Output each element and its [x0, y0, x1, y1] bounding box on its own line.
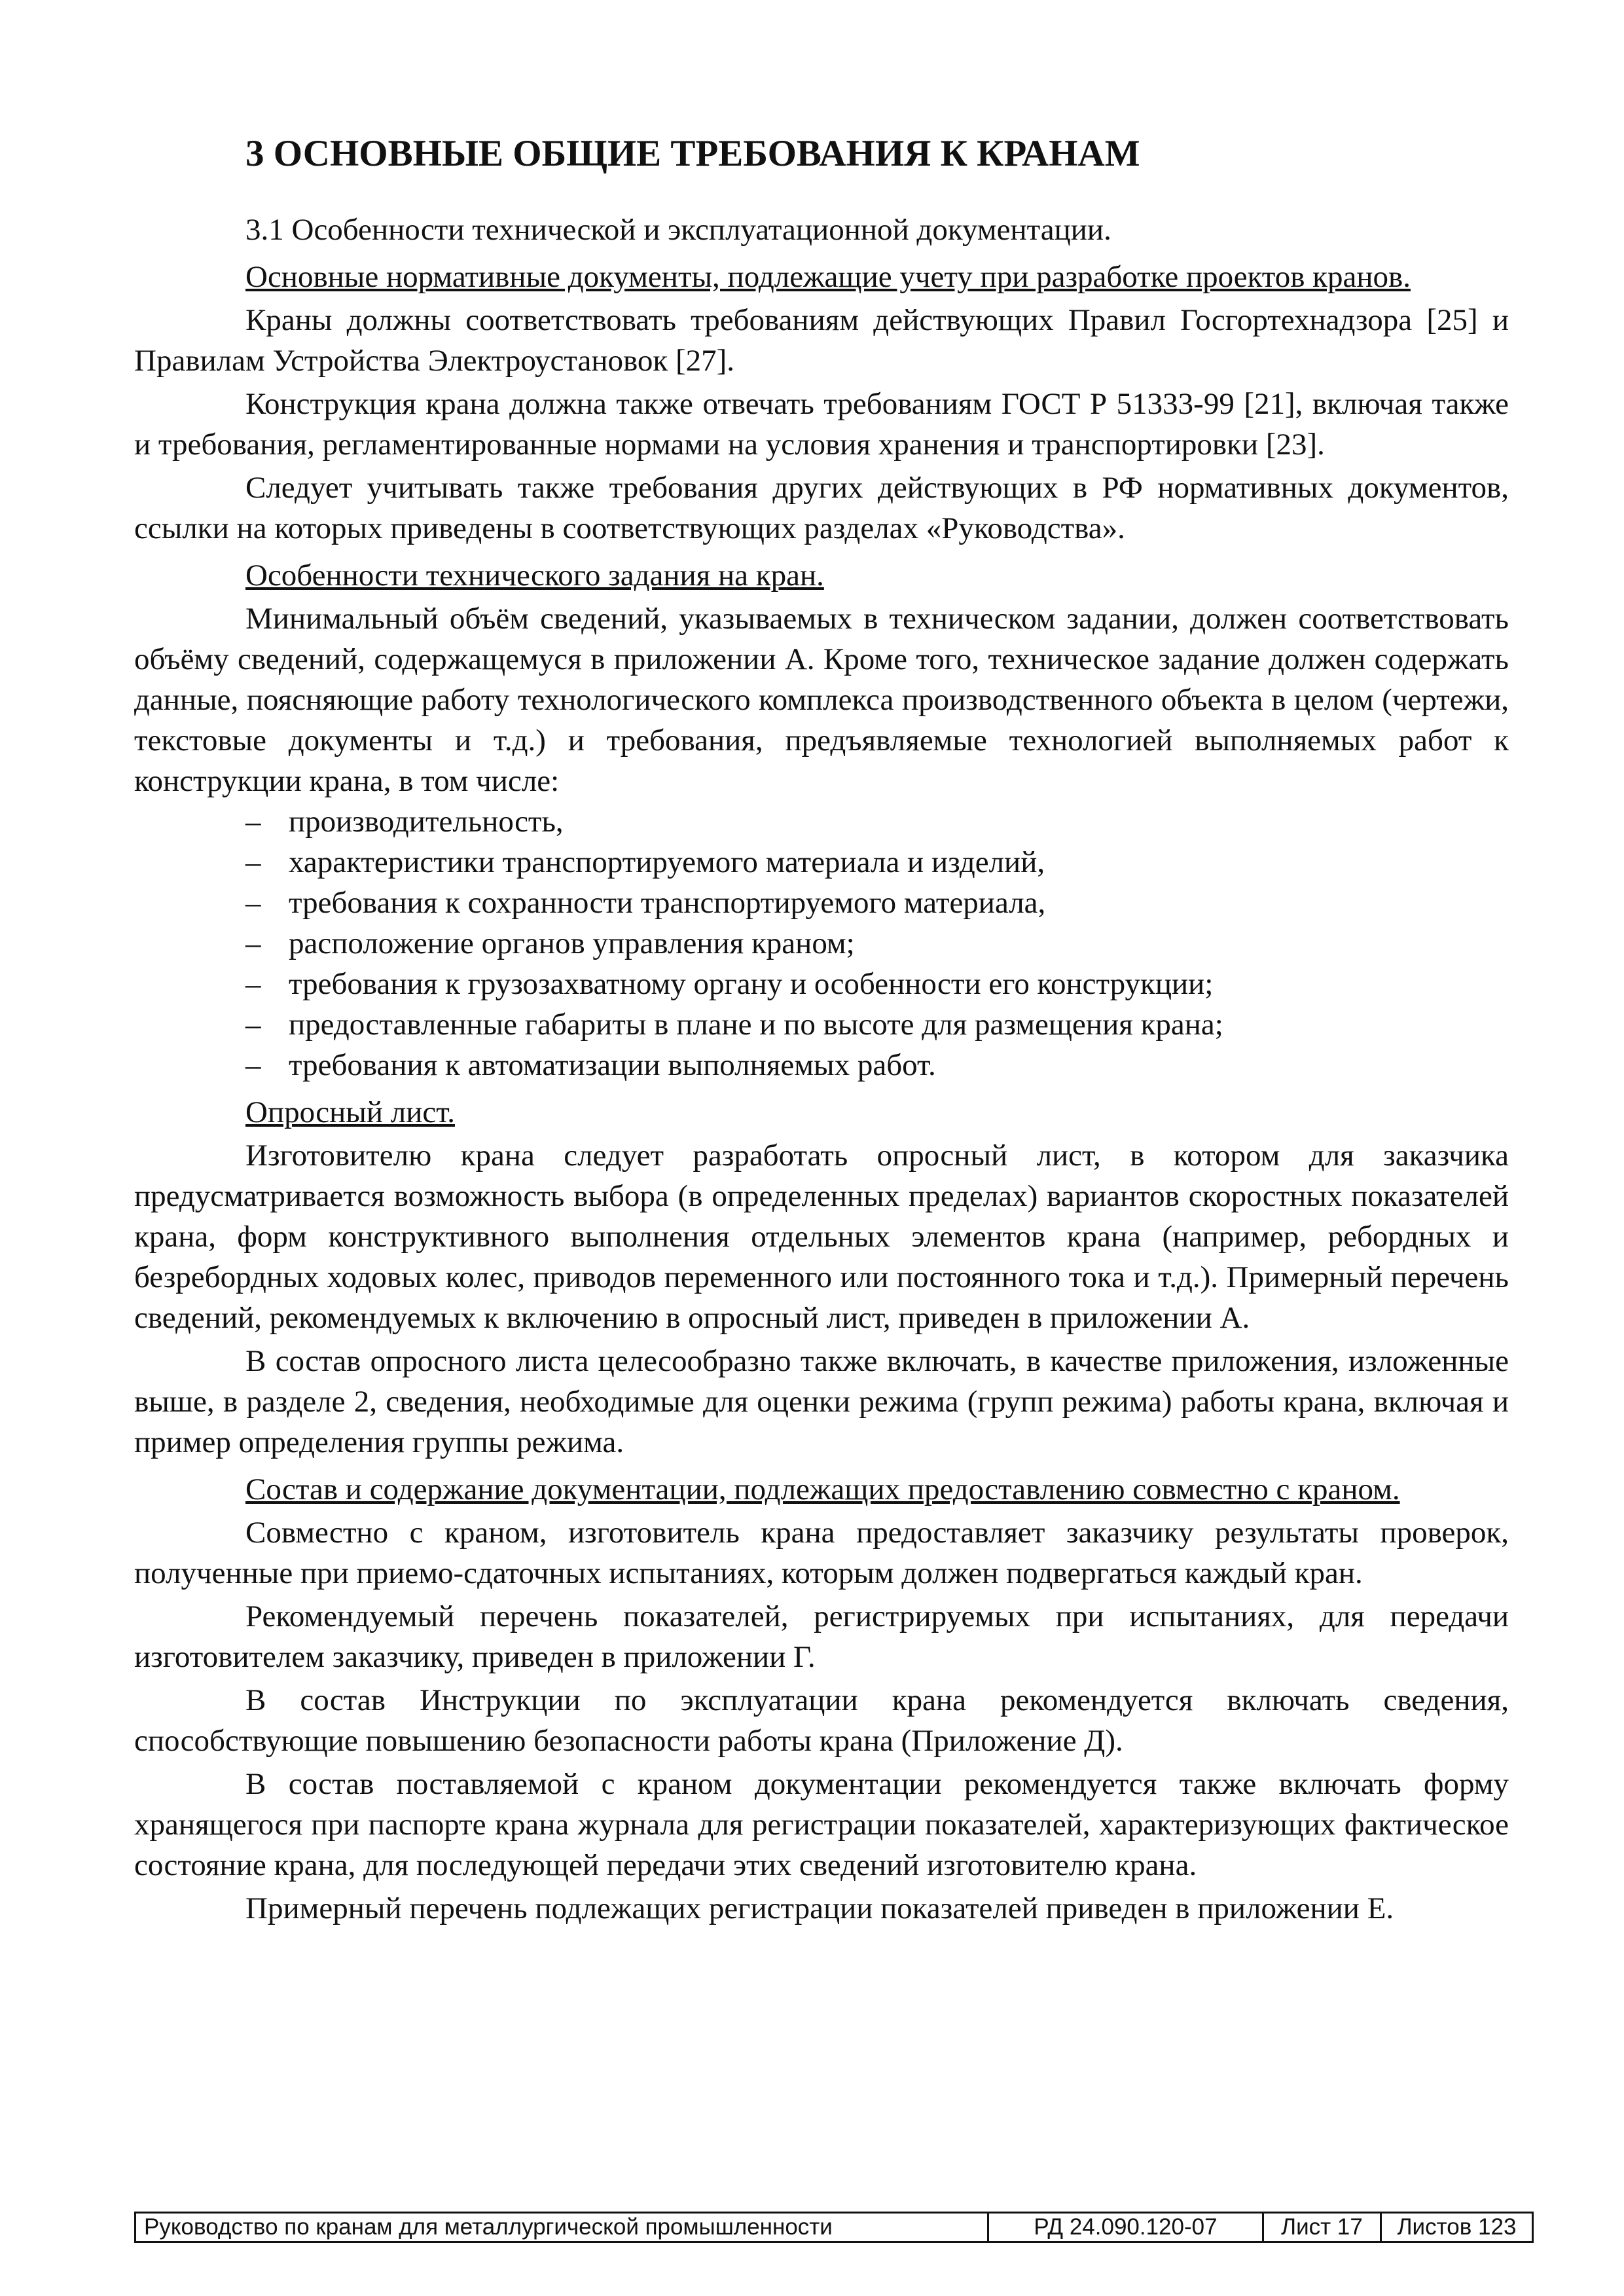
list-item: – расположение органов управления краном; [245, 923, 1509, 964]
section-title-technical-task: Особенности технического задания на кран. [245, 558, 824, 592]
document-page [134, 111, 1509, 1929]
paragraph: В состав опросного листа целесообразно также включать, в качестве приложения, изложенные выше, в разделе 2, сведения, необходимые для оценки режима (групп режима) работы крана, включая и пример определения группы режима. [134, 1344, 1509, 1459]
section-subheading: 3.1 Особенности технической и эксплуатационной документации. [245, 213, 1111, 247]
list-item: – требования к сохранности транспортируемого материала, [245, 883, 1509, 923]
paragraph: Совместно с краном, изготовитель крана предоставляет заказчику результаты проверок, полученные при приемо-сдаточных испытаниях, которым должен подвергаться каждый кран. [134, 1516, 1509, 1590]
paragraph: Изготовителю крана следует разработать опросный лист, в котором для заказчика предусматривается возможность выбора (в определенных пределах) вариантов скоростных показателей крана, форм конструктивного выполнения отдельных элементов крана (например, ребордных и безребордных ходовых колес, приводов переменного или постоянного тока и т.д.). Примерный перечень сведений, рекомендуемых к включению в опросный лист, приведен в приложении А. [134, 1139, 1509, 1335]
paragraph: Краны должны соответствовать требованиям действующих Правил Госгортехнадзора [25] и Правилам Устройства Электроустановок [27]. [134, 303, 1509, 378]
footer-stamp [134, 2212, 1534, 2243]
paragraph: В состав Инструкции по эксплуатации крана рекомендуется включать сведения, способствующие повышению безопасности работы крана (Приложение Д). [134, 1683, 1509, 1758]
section-title-questionnaire: Опросный лист. [245, 1095, 455, 1129]
paragraph: Примерный перечень подлежащих регистрации показателей приведен в приложении Е. [245, 1891, 1394, 1925]
list-item: – характеристики транспортируемого материала и изделий, [245, 842, 1509, 883]
paragraph: Рекомендуемый перечень показателей, регистрируемых при испытаниях, для передачи изготовителем заказчику, приведен в приложении Г. [134, 1599, 1509, 1674]
chapter-heading: 3 ОСНОВНЫЕ ОБЩИЕ ТРЕБОВАНИЯ К КРАНАМ [245, 133, 1140, 174]
footer-sheet-count: Листов 123 [1380, 2214, 1532, 2241]
paragraph: Конструкция крана должна также отвечать требованиям ГОСТ Р 51333-99 [21], включая также и требования, регламентированные нормами на условия хранения и транспортировки [23]. [134, 387, 1509, 462]
paragraph: Следует учитывать также требования других действующих в РФ нормативных документов, ссылки на которых приведены в соответствующих разделах «Руководства». [134, 471, 1509, 545]
section-title-documentation: Состав и содержание документации, подлежащих предоставлению совместно с краном. [245, 1472, 1400, 1506]
paragraph: Минимальный объём сведений, указываемых в техническом задании, должен соответствовать объёму сведений, содержащемуся в приложении А. Кроме того, техническое задание должен содержать данные, поясняющие работу технологического комплекса производственного объекта в целом (чертежи, текстовые документы и т.д.) и требования, предъявляемые технологией выполняемых работ к конструкции крана, в том числе: [134, 602, 1509, 798]
list-item: – предоставленные габариты в плане и по высоте для размещения крана; [245, 1004, 1509, 1045]
paragraph: В состав поставляемой с краном документации рекомендуется также включать форму хранящегося при паспорте крана журнала для регистрации показателей, характеризующих фактическое состояние крана, для последующей передачи этих сведений изготовителю крана. [134, 1767, 1509, 1882]
list-item: – требования к автоматизации выполняемых работ. [245, 1045, 1509, 1085]
requirements-list [245, 801, 1509, 1085]
footer-sheet-number: Лист 17 [1262, 2214, 1380, 2241]
list-item: – производительность, [245, 801, 1509, 842]
footer-document-title: Руководство по кранам для металлургической промышленности [144, 2214, 833, 2240]
list-item: – требования к грузозахватному органу и особенности его конструкции; [245, 964, 1509, 1004]
section-title-normative-docs: Основные нормативные документы, подлежащие учету при разработке проектов кранов. [245, 260, 1411, 294]
footer-document-code: РД 24.090.120-07 [987, 2214, 1262, 2241]
